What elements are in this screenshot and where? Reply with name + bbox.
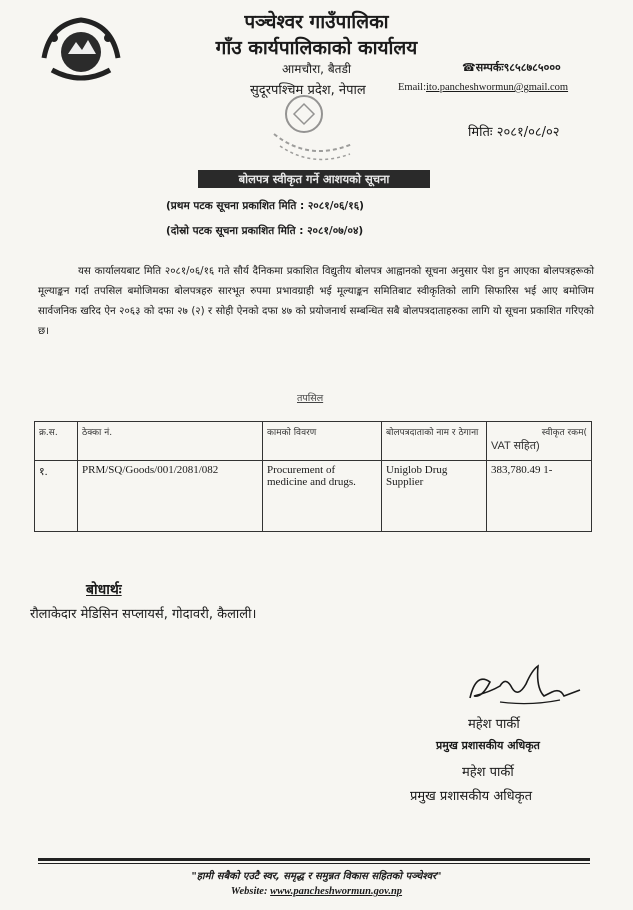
cell-bidder: Uniglob Drug Supplier <box>382 461 487 532</box>
notice-title: बोलपत्र स्वीकृत गर्ने आशयको सूचना <box>198 170 430 188</box>
footer-divider <box>38 858 590 861</box>
contact-email <box>398 82 568 93</box>
signatory-name-stamp: महेश पार्की <box>462 765 514 780</box>
first-publication-date: (प्रथम पटक सूचना प्रकाशित मिति : २०८१/०६/१६) <box>166 200 364 212</box>
signatory-title: प्रमुख प्रशासकीय अधिकृत <box>436 739 540 752</box>
award-table <box>34 421 592 532</box>
footer-slogan: "हामी सबैको एउटै स्वर, समृद्ध र समुन्नत विकास सहितको पञ्चेश्वर" <box>191 871 442 882</box>
office-name: गाँउ कार्यपालिकाको कार्यालय <box>215 37 418 59</box>
header-amount-label: स्वीकृत रकम( <box>541 428 587 438</box>
address-line1: आमचौरा, बैतडी <box>282 62 352 76</box>
signatory-name: महेश पार्की <box>468 717 520 732</box>
header-contract-no: ठेक्का नं. <box>78 422 263 461</box>
header-amount-vat: VAT सहित) <box>491 440 540 452</box>
date-label: मितिः <box>468 125 493 140</box>
table-row <box>35 461 592 532</box>
footer-divider-thin <box>38 863 590 864</box>
address-line2: सुदूरपश्चिम प्रदेश, नेपाल <box>250 83 366 98</box>
municipality-name: पञ्चेश्वर गाउँपालिका <box>244 11 389 33</box>
cell-description: Procurement of medicine and drugs. <box>263 461 382 532</box>
date-value: २०८१/०८/०२ <box>496 125 560 140</box>
attention-label: बोधार्थः <box>86 582 122 598</box>
issue-date <box>468 122 560 140</box>
attention-recipient: रौलाकेदार मेडिसिन सप्लायर्स, गोदावरी, कैलाली। <box>30 607 257 622</box>
email-label: Email: <box>398 82 426 93</box>
header-sn: क्र.स. <box>35 422 78 461</box>
contact-phone <box>462 60 561 75</box>
second-publication-date: (दोस्रो पटक सूचना प्रकाशित मिति : २०८१/०७/०४) <box>166 225 364 237</box>
email-value: ito.pancheshwormun@gmail.com <box>426 82 569 93</box>
phone-icon: ☎ <box>462 61 476 74</box>
website-label: Website: <box>230 886 268 897</box>
cell-sn: १. <box>35 461 78 532</box>
website-link[interactable]: www.pancheshwormun.gov.np <box>270 886 403 897</box>
cell-amount: 383,780.49 1- <box>487 461 592 532</box>
cell-contract-no: PRM/SQ/Goods/001/2081/082 <box>78 461 263 532</box>
signature-icon <box>460 662 590 712</box>
office-stamp-icon <box>254 84 364 164</box>
table-header-row <box>35 422 592 461</box>
schedule-heading: तपसिल <box>297 393 324 404</box>
phone-label: सम्पर्कः <box>475 61 504 74</box>
header-description: कामको विवरण <box>263 422 382 461</box>
header-amount <box>487 422 592 461</box>
phone-value: ९८५८७८५००० <box>503 61 561 74</box>
header-bidder: बोलपत्रदाताको नाम र ठेगाना <box>382 422 487 461</box>
notice-body: यस कार्यालयबाट मिति २०८१/०६/१६ गते सौर्य दैनिकमा प्रकाशित विद्युतीय बोलपत्र आह्वानको सूचना अनुसार पेश हुन आएका बोलपत्रहरूको मूल्याङ्कन गर्दा तपसिल बमोजिमका बोलपत्रहरु सारभूत रुपमा प्रभावग्राही भई मूल्याङ्कन समितिबाट स्वीकृतिको लागि सिफारिस भई आए बमोजिम सार्वजनिक खरिद ऐन २०६३ को दफा २७ (२) र सोही ऐनको दफा ४७ को प्रयोजनार्थ सम्बन्धित सबै बोलपत्रदाताहरुका लागि यो सूचना प्रकाशित गरिएको छ। <box>38 266 594 337</box>
footer-website <box>0 886 633 897</box>
signatory-title-stamp: प्रमुख प्रशासकीय अधिकृत <box>410 789 533 804</box>
